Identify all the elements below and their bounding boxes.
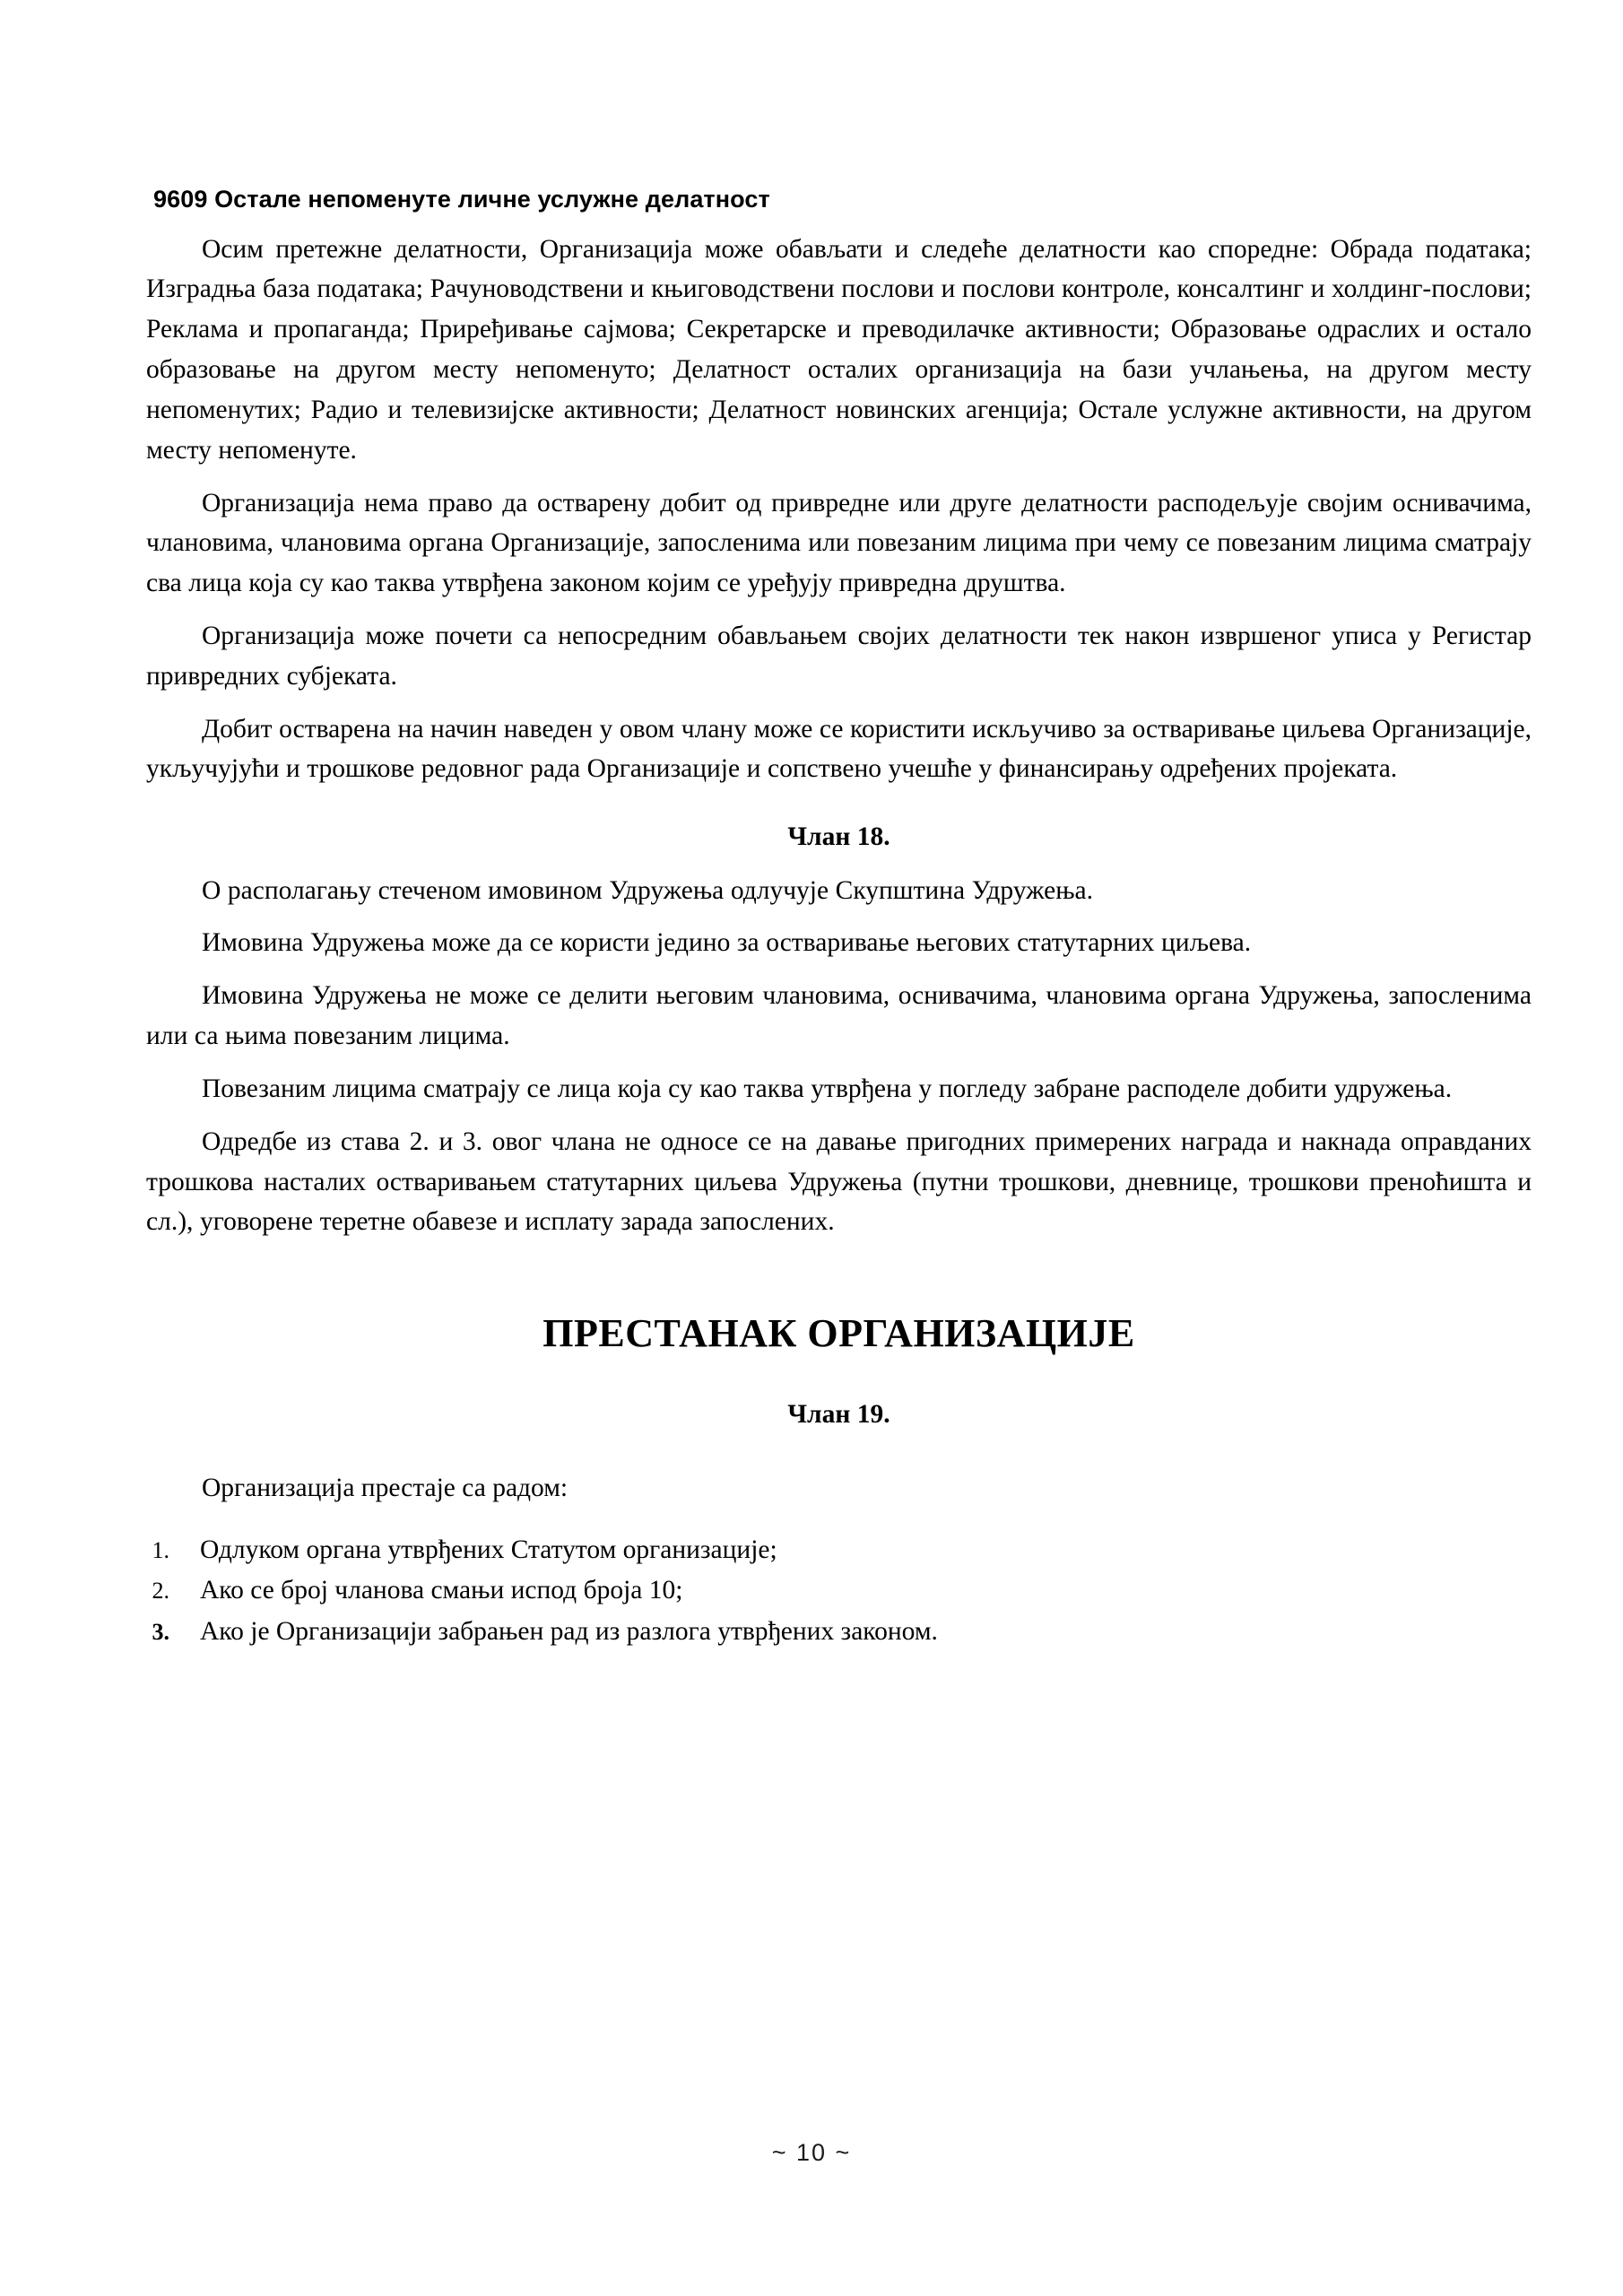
list-item-number: 3.	[152, 1618, 169, 1645]
list-item	[146, 1613, 1532, 1650]
list-item	[146, 1571, 1532, 1609]
page-content	[146, 184, 1532, 1653]
article-18-paragraph-4: Повезаним лицима сматрају се лица која су као таква утврђена у погледу забране расподеле добити удружења.	[202, 1074, 1453, 1103]
paragraph-profit-usage: Добит остварена на начин наведен у овом члану може се користити искључиво за остваривање циљева Организације, укључујући и трошкове редовног рада Организације и сопствено учешће у финансирању одређених пројеката.	[146, 714, 1532, 784]
article-19-lead-text: Организација престаје са радом:	[202, 1473, 568, 1502]
paragraph-secondary-activities: Осим претежне делатности, Организација може обављати и следеће делатности као споредне: Обрада података; Изградња база података; Рачуноводствени и књиговодствени послови и послови контроле, консалтинг и холдинг-послови; Реклама и пропаганда; Приређивање сајмова; Секретарске и преводилачке активности; Образовање одраслих и остало образовање на другом месту непоменуто; Делатност осталих организација на бази учлањења, на другом месту непоменутих; Радио и телевизијске активности; Делатност новинских агенција; Остале услужне активности, на другом месту непоменуте.	[146, 234, 1532, 465]
list-item-text: Ако је Организацији забрањен рад из разлога утврђених законом.	[200, 1616, 938, 1646]
article-18-paragraph-5: Одредбе из става 2. и 3. овог члана не односе се на давање пригодних примерених награда и накнада оправданих трошкова насталих остваривањем статутарних циљева Удружења (путни трошкови, дневнице, трошкови преноћишта и сл.), уговорене теретне обавезе и исплату зарада запослених.	[146, 1126, 1532, 1237]
list-item	[146, 1531, 1532, 1569]
list-item-number: 2.	[152, 1578, 169, 1605]
article-18-paragraph-2: Имовина Удружења може да се користи једино за остваривање његових статутарних циљева.	[202, 928, 1252, 958]
termination-reasons-list	[146, 1531, 1532, 1650]
paragraph-profit-distribution: Организација нема право да остварену добит од привредне или друге делатности расподељује својим оснивачима, члановима, члановима органа Организације, запосленима или повезаним лицима при чему се повезаним лицима сматрају сва лица која су као таква утврђена законом којим се уређују привредна друштва.	[146, 488, 1532, 598]
page-number-footer: ~ 10 ~	[771, 2139, 852, 2166]
activity-code-heading: 9609 Остале непоменуте личне услужне делатност	[153, 186, 770, 213]
list-item-text: Ако се број чланова смањи испод броја 10;	[200, 1576, 683, 1605]
list-item-number: 1.	[152, 1536, 169, 1563]
article-18-heading: Члан 18.	[787, 822, 890, 852]
article-18-paragraph-1: О располагању стеченом имовином Удружења одлучује Скупштина Удружења.	[202, 875, 1094, 905]
paragraph-registry-entry: Организација може почети са непосредним обављањем својих делатности тек након извршеног уписа у Регистар привредних субјеката.	[146, 622, 1532, 691]
article-18-paragraph-3: Имовина Удружења не може се делити његовим члановима, оснивачима, члановима органа Удружења, запосленима или са њима повезаним лицима.	[146, 981, 1532, 1051]
section-title-termination: ПРЕСТАНАК ОРГАНИЗАЦИЈЕ	[542, 1311, 1135, 1356]
article-19-heading: Члан 19.	[787, 1400, 890, 1430]
list-item-text: Одлуком органа утврђених Статутом организације;	[200, 1535, 777, 1564]
